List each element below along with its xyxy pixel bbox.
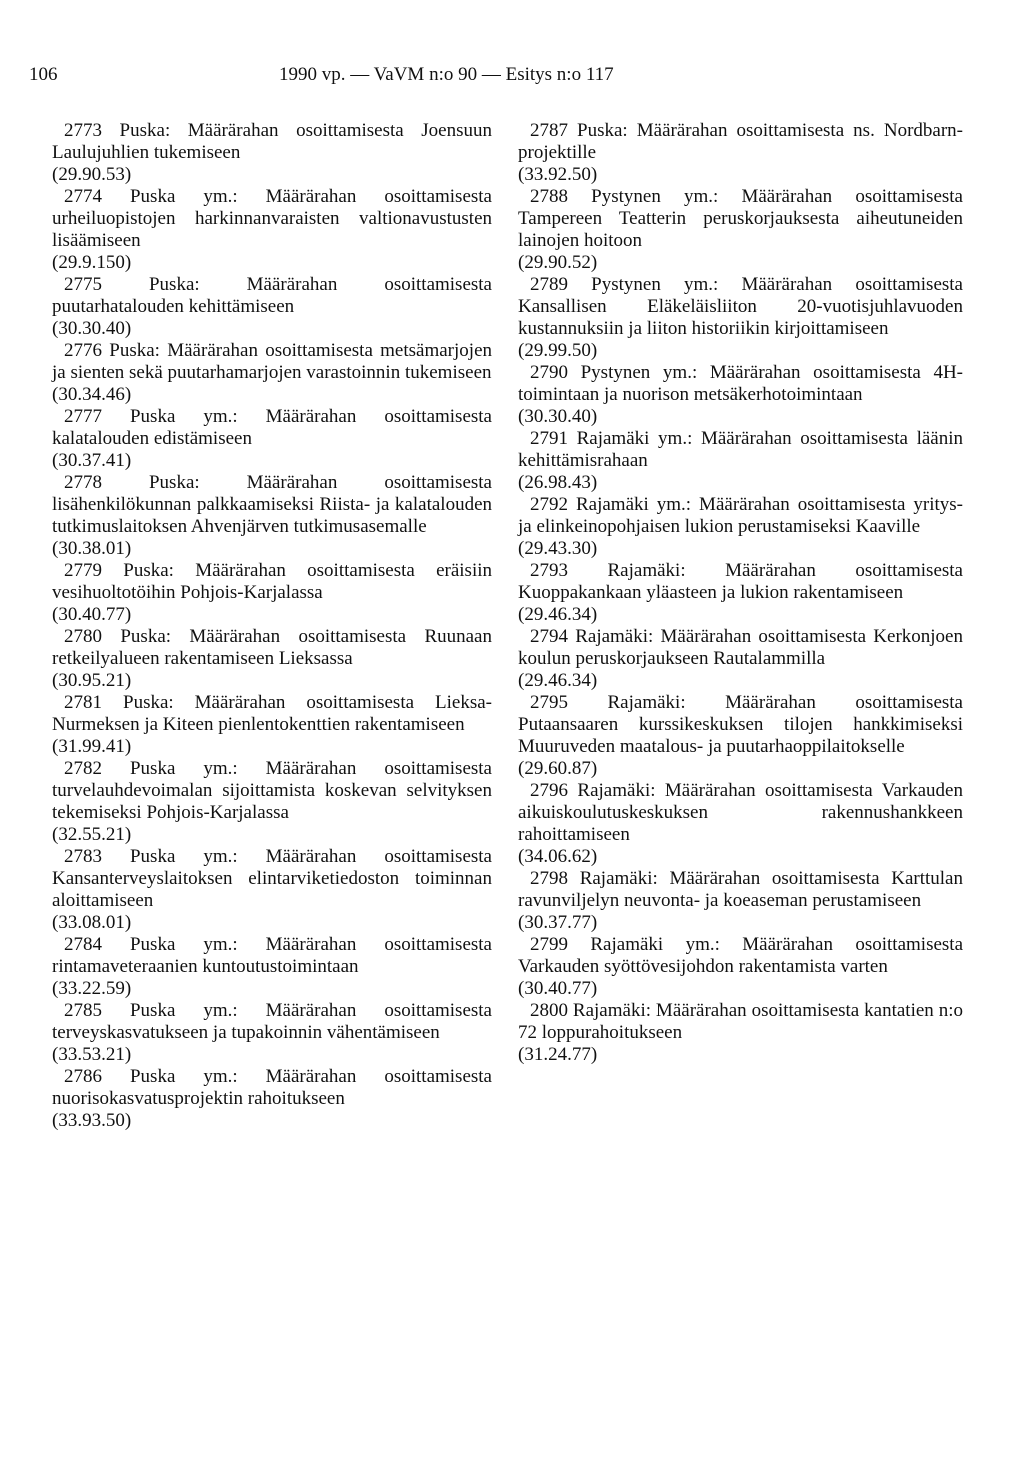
budget-reference: (30.30.40) [52,318,132,339]
motion-title: 2789 Pystynen ym.: Määrärahan osoittamisesta Kansallisen Eläkeläisliiton 20-vuotisjuhlavuoden kustannuksiin ja liiton historiikin kirjoittamiseen [518,274,963,339]
motion-title: 2798 Rajamäki: Määrärahan osoittamisesta Karttulan ravunviljelyn neuvonta- ja koeaseman perustamiseen [518,868,963,911]
motion-entry [52,846,492,934]
motion-title: 2781 Puska: Määrärahan osoittamisesta Lieksa-Nurmeksen ja Kiteen pienlentokenttien rakentamiseen [52,692,492,735]
motion-entry [518,494,963,560]
motion-title: 2788 Pystynen ym.: Määrärahan osoittamisesta Tampereen Teatterin peruskorjauksesta aiheutuneiden lainojen hoitoon [518,186,963,251]
motion-entry [52,186,492,274]
motion-entry [52,1066,492,1132]
budget-reference: (29.46.34) [518,670,598,691]
motion-entry [518,428,963,494]
budget-reference: (30.40.77) [52,604,132,625]
motion-entry [518,560,963,626]
left-column [52,120,492,1132]
motion-title: 2777 Puska ym.: Määrärahan osoittamisesta kalatalouden edistämiseen [52,406,492,449]
motion-entry [52,274,492,340]
budget-reference: (33.92.50) [518,164,598,185]
motion-title: 2784 Puska ym.: Määrärahan osoittamisesta rintamaveteraanien kuntoutustoimintaan [52,934,492,977]
budget-reference: (29.46.34) [518,604,598,625]
budget-reference: (30.30.40) [518,406,598,427]
budget-reference: (26.98.43) [518,472,598,493]
motion-title: 2791 Rajamäki ym.: Määrärahan osoittamisesta läänin kehittämisrahaan [518,428,963,471]
motion-entry [518,274,963,362]
motion-title: 2792 Rajamäki ym.: Määrärahan osoittamisesta yritys- ja elinkeinopohjaisen lukion perustamiseksi Kaaville [518,494,963,537]
motion-entry [52,1000,492,1066]
motion-title: 2782 Puska ym.: Määrärahan osoittamisesta turvelauhdevoimalan sijoittamista koskevan selvityksen tekemiseksi Pohjois-Karjalassa [52,758,492,823]
motion-title: 2780 Puska: Määrärahan osoittamisesta Ruunaan retkeilyalueen rakentamiseen Lieksassa [52,626,492,669]
motion-entry [518,186,963,274]
page-number: 106 [29,64,58,85]
budget-reference: (29.43.30) [518,538,598,559]
motion-title: 2794 Rajamäki: Määrärahan osoittamisesta Kerkonjoen koulun peruskorjaukseen Rautalammilla [518,626,963,669]
motion-entry [518,780,963,868]
budget-reference: (29.9.150) [52,252,132,273]
budget-reference: (29.99.50) [518,340,598,361]
budget-reference: (34.06.62) [518,846,598,867]
budget-reference: (33.22.59) [52,978,132,999]
motion-title: 2773 Puska: Määrärahan osoittamisesta Joensuun Laulujuhlien tukemiseen [52,120,492,163]
budget-reference: (29.60.87) [518,758,598,779]
motion-title: 2795 Rajamäki: Määrärahan osoittamisesta Putaansaaren kurssikeskuksen tilojen hankkimiseksi Muuruveden maatalous- ja puutarhaoppilaitokselle [518,692,963,757]
budget-reference: (30.34.46) [52,384,132,405]
budget-reference: (30.37.41) [52,450,132,471]
motion-title: 2783 Puska ym.: Määrärahan osoittamisesta Kansanterveyslaitoksen elintarviketiedoston toiminnan aloittamiseen [52,846,492,911]
motion-entry [52,406,492,472]
page-header: 1990 vp. — VaVM n:o 90 — Esitys n:o 117 [279,64,614,85]
motion-title: 2787 Puska: Määrärahan osoittamisesta ns. Nordbarn-projektille [518,120,963,163]
motion-entry [52,692,492,758]
motion-entry [518,692,963,780]
budget-reference: (32.55.21) [52,824,132,845]
motion-title: 2775 Puska: Määrärahan osoittamisesta puutarhatalouden kehittämiseen [52,274,492,317]
motion-title: 2790 Pystynen ym.: Määrärahan osoittamisesta 4H-toimintaan ja nuorison metsäkerhotoimintaan [518,362,963,405]
motion-entry [518,1000,963,1066]
motion-entry [518,626,963,692]
motion-title: 2776 Puska: Määrärahan osoittamisesta metsämarjojen ja sienten sekä puutarhamarjojen varastoinnin tukemiseen [52,340,492,383]
budget-reference: (33.08.01) [52,912,132,933]
budget-reference: (29.90.53) [52,164,132,185]
motion-title: 2785 Puska ym.: Määrärahan osoittamisesta terveyskasvatukseen ja tupakoinnin vähentämiseen [52,1000,492,1043]
budget-reference: (33.93.50) [52,1110,132,1131]
budget-reference: (29.90.52) [518,252,598,273]
motion-title: 2800 Rajamäki: Määrärahan osoittamisesta kantatien n:o 72 loppurahoitukseen [518,1000,963,1043]
motion-entry [52,560,492,626]
motion-entry [52,120,492,186]
budget-reference: (30.37.77) [518,912,598,933]
budget-reference: (30.95.21) [52,670,132,691]
motion-title: 2778 Puska: Määrärahan osoittamisesta lisähenkilökunnan palkkaamiseksi Riista- ja kalatalouden tutkimuslaitoksen Ahvenjärven tutkimusasemalle [52,472,492,537]
budget-reference: (31.24.77) [518,1044,598,1065]
motion-entry [518,120,963,186]
right-column [518,120,963,1066]
motion-title: 2774 Puska ym.: Määrärahan osoittamisesta urheiluopistojen harkinnanvaraisten valtionavustusten lisäämiseen [52,186,492,251]
motion-title: 2799 Rajamäki ym.: Määrärahan osoittamisesta Varkauden syöttövesijohdon rakentamista varten [518,934,963,977]
motion-entry [52,472,492,560]
budget-reference: (30.40.77) [518,978,598,999]
budget-reference: (30.38.01) [52,538,132,559]
motion-entry [52,340,492,406]
motion-title: 2786 Puska ym.: Määrärahan osoittamisesta nuorisokasvatusprojektin rahoitukseen [52,1066,492,1109]
motion-entry [52,626,492,692]
motion-entry [52,934,492,1000]
motion-entry [518,868,963,934]
motion-title: 2793 Rajamäki: Määrärahan osoittamisesta Kuoppakankaan yläasteen ja lukion rakentamiseen [518,560,963,603]
budget-reference: (33.53.21) [52,1044,132,1065]
motion-entry [518,362,963,428]
motion-title: 2779 Puska: Määrärahan osoittamisesta eräisiin vesihuoltotöihin Pohjois-Karjalassa [52,560,492,603]
motion-entry [518,934,963,1000]
motion-entry [52,758,492,846]
budget-reference: (31.99.41) [52,736,132,757]
motion-title: 2796 Rajamäki: Määrärahan osoittamisesta Varkauden aikuiskoulutuskeskuksen rakennushankkeen rahoittamiseen [518,780,963,845]
